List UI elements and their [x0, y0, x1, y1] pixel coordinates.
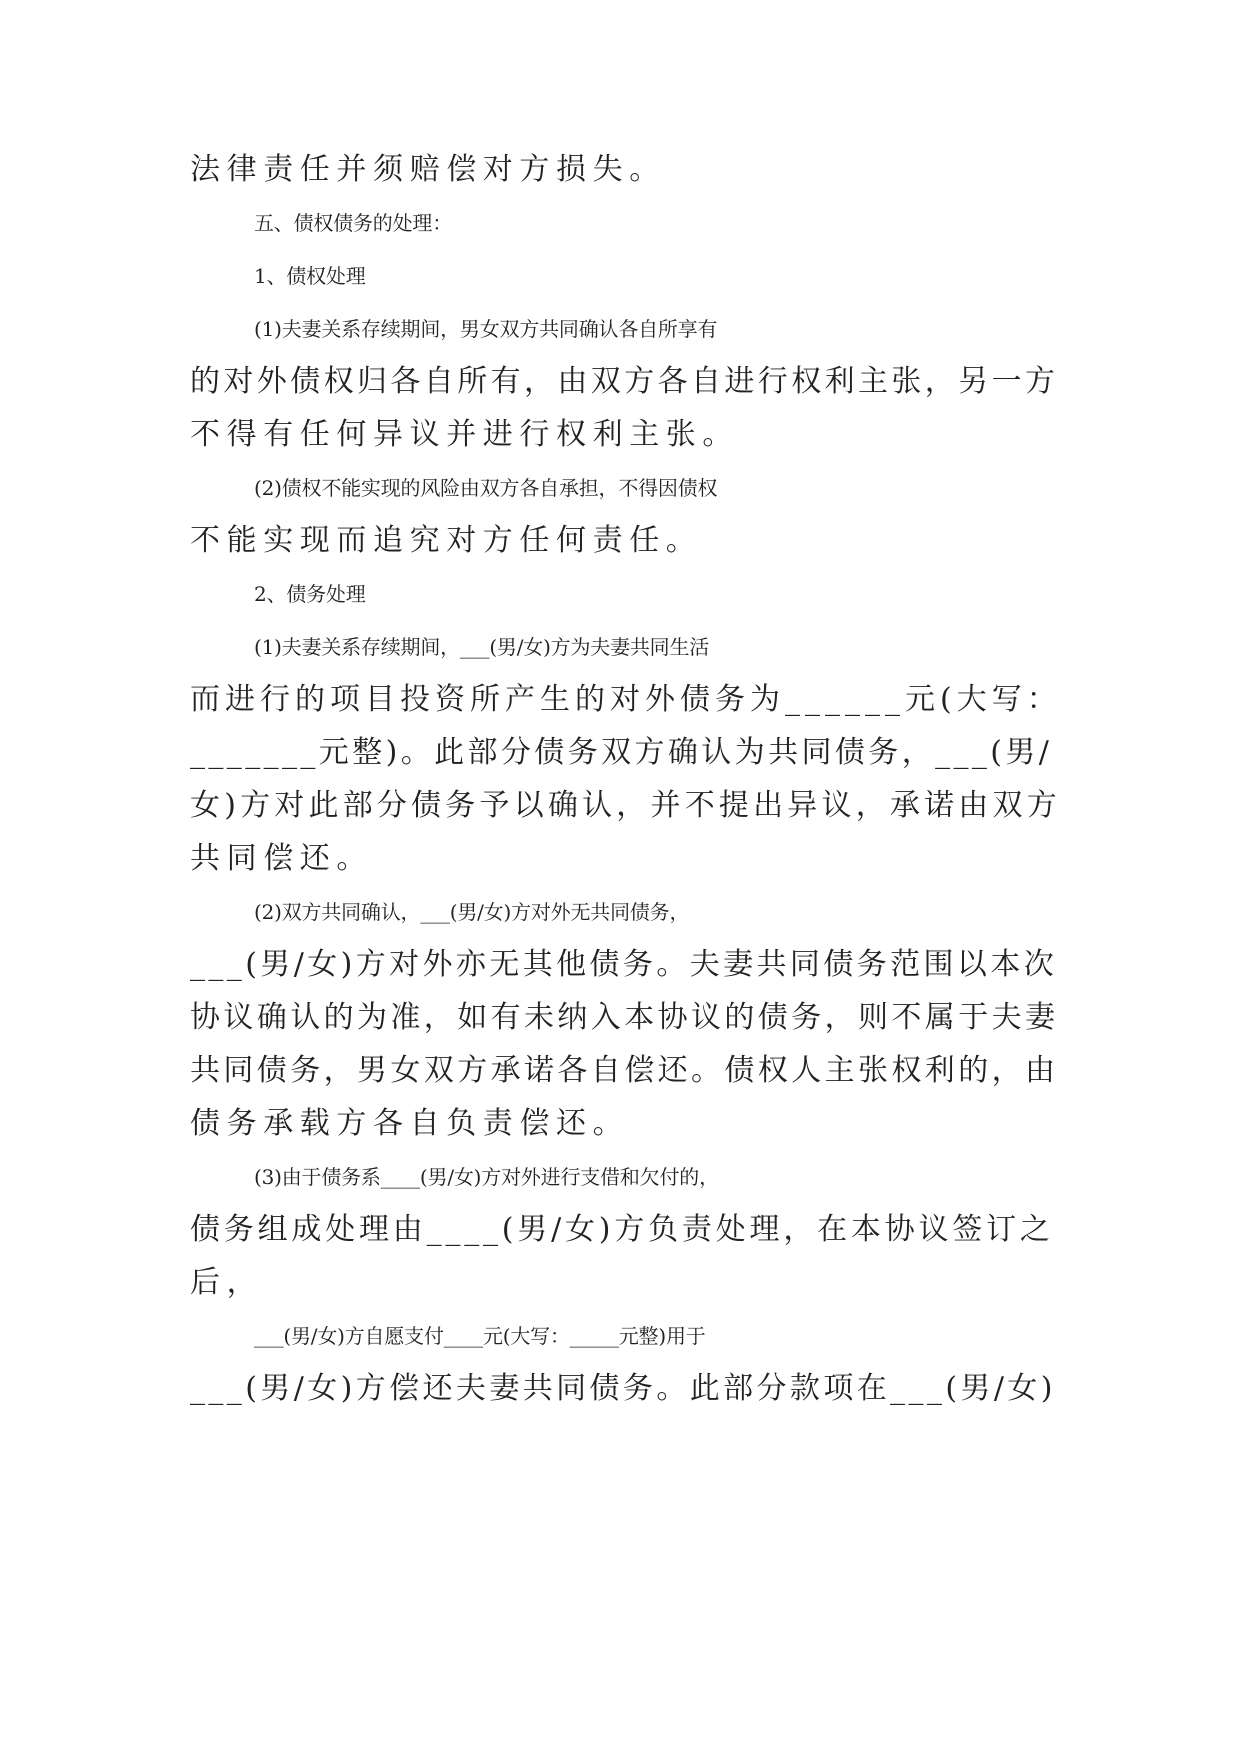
text-line: (2)双方共同确认，___(男/女)方对外无共同债务，	[254, 900, 690, 924]
subsection-heading: 2、债务处理	[254, 582, 366, 606]
text-line: 后，	[190, 1265, 264, 1300]
text-line: 协议确认的为准，如有未纳入本协议的债务，则不属于夫妻	[190, 1000, 1059, 1035]
text-line: (1)夫妻关系存续期间，___(男/女)方为夫妻共同生活	[254, 635, 710, 659]
text-line: 债务组成处理由____(男/女)方负责处理，在本协议签订之	[190, 1212, 1054, 1247]
section-heading: 五、债权债务的处理：	[254, 211, 452, 235]
text-line: 不得有任何异议并进行权利主张。	[190, 417, 739, 452]
subsection-heading: 1、债权处理	[254, 264, 366, 288]
text-line: 的对外债权归各自所有，由双方各自进行权利主张，另一方	[190, 364, 1059, 399]
text-line: 而进行的项目投资所产生的对外债务为______元(大写：	[190, 682, 1062, 717]
text-line: 债务承载方各自负责偿还。	[190, 1106, 630, 1141]
text-line: (1)夫妻关系存续期间，男女双方共同确认各自所享有	[254, 317, 718, 341]
text-line: 法律责任并须赔偿对方损失。	[190, 152, 666, 187]
text-line: ___(男/女)方自愿支付____元(大写：_____元整)用于	[254, 1324, 706, 1348]
text-line: 女)方对此部分债务予以确认，并不提出异议，承诺由双方	[190, 788, 1061, 823]
text-line: ___(男/女)方对外亦无其他债务。夫妻共同债务范围以本次	[190, 947, 1058, 982]
text-line: (2)债权不能实现的风险由双方各自承担，不得因债权	[254, 476, 718, 500]
text-line: 共同偿还。	[190, 841, 373, 876]
text-line: (3)由于债务系____(男/女)方对外进行支借和欠付的，	[254, 1165, 719, 1189]
text-line: _______元整)。此部分债务双方确认为共同债务，___(男/	[190, 735, 1053, 770]
text-line: ___(男/女)方偿还夫妻共同债务。此部分款项在___(男/女)	[190, 1371, 1056, 1406]
text-line: 不能实现而追究对方任何责任。	[190, 523, 703, 558]
text-line: 共同债务，男女双方承诺各自偿还。债权人主张权利的，由	[190, 1053, 1059, 1088]
